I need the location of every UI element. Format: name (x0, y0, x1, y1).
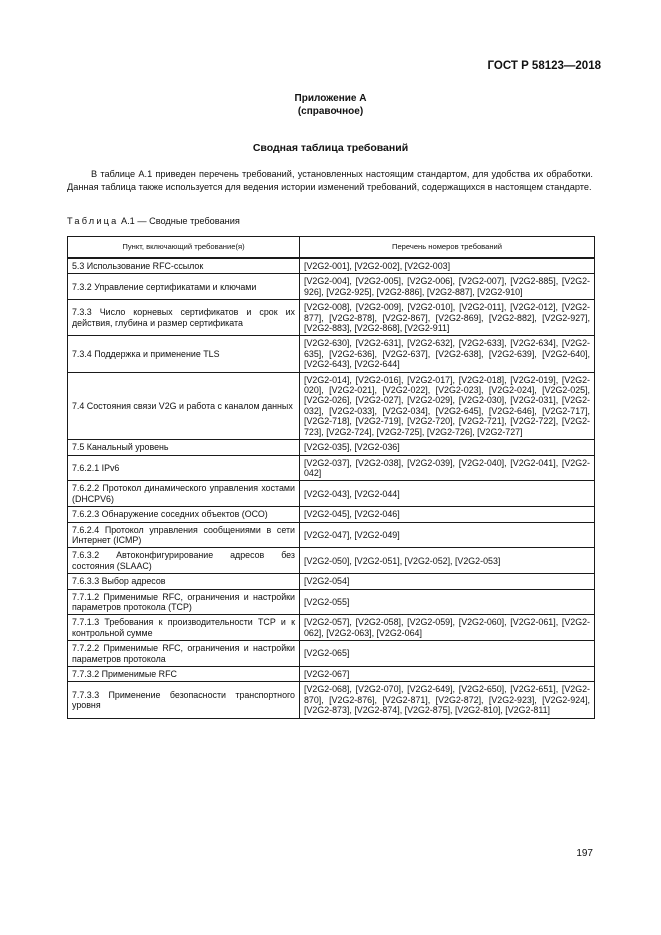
table-row (68, 682, 595, 718)
row-point: 7.6.2.2 Протокол динамического управления хостами (DHCPV6) (68, 481, 300, 507)
row-requirements: [V2G2-054] (300, 574, 595, 589)
row-point: 7.5 Канальный уровень (68, 440, 300, 455)
row-point: 7.4 Состояния связи V2G и работа с каналом данных (68, 372, 300, 439)
table-row (68, 548, 595, 574)
row-requirements: [V2G2-045], [V2G2-046] (300, 507, 595, 522)
table-row (68, 507, 595, 522)
row-point: 7.7.1.3 Требования к производительности TCP и к контрольной сумме (68, 615, 300, 641)
annex-note: (справочное) (297, 106, 364, 117)
document-title: Сводная таблица требований (252, 142, 409, 154)
table-row (68, 258, 595, 274)
intro-paragraph: В таблице А.1 приведен перечень требований, установленных настоящим стандартом, для удобства их обработки. Данная таблица также используется для ведения истории изменений требований, содержащихся в настоящем стандарте. (67, 169, 593, 192)
row-point: 7.3.3 Число корневых сертификатов и срок их действия, глубина и размер сертификата (68, 300, 300, 336)
table-row (68, 589, 595, 615)
row-requirements: [V2G2-067] (300, 667, 595, 682)
row-requirements: [V2G2-004], [V2G2-005], [V2G2-006], [V2G2-007], [V2G2-885], [V2G2-926], [V2G2-925], [V2G2-886], [V2G2-887], [V2G2-910] (300, 274, 595, 300)
table-row (68, 274, 595, 300)
table-row (68, 481, 595, 507)
row-point: 7.6.2.1 IPv6 (68, 455, 300, 481)
row-requirements: [V2G2-014], [V2G2-016], [V2G2-017], [V2G2-018], [V2G2-019], [V2G2-020], [V2G2-021], [V2G2-022], [V2G2-023], [V2G2-024], [V2G2-025], [V2G2-026], [V2G2-027], [V2G2-029], [V2G2-030], [V2G2-031], [V2G2-032], [V2G2-033], [V2G2-034], [V2G2-645], [V2G2-646], [V2G2-717], [V2G2-718], [V2G2-719], [V2G2-720], [V2G2-721], [V2G2-722], [V2G2-723], [V2G2-724], [V2G2-725], [V2G2-726], [V2G2-727] (300, 372, 595, 439)
table-row (68, 641, 595, 667)
row-point: 7.6.2.3 Обнаружение соседних объектов (ОСО) (68, 507, 300, 522)
table-row (68, 667, 595, 682)
row-requirements: [V2G2-047], [V2G2-049] (300, 522, 595, 548)
row-point: 7.6.3.2 Автоконфигурирование адресов без состояния (SLAAC) (68, 548, 300, 574)
table-header-row (68, 237, 595, 259)
row-point: 7.7.2.2 Применимые RFC, ограничения и настройки параметров протокола (68, 641, 300, 667)
row-point: 7.3.2 Управление сертификатами и ключами (68, 274, 300, 300)
header-requirements: Перечень номеров требований (300, 237, 595, 259)
row-requirements: [V2G2-050], [V2G2-051], [V2G2-052], [V2G2-053] (300, 548, 595, 574)
row-point: 7.7.3.2 Применимые RFC (68, 667, 300, 682)
annex-title: Приложение А (294, 93, 367, 104)
row-point: 7.6.3.3 Выбор адресов (68, 574, 300, 589)
table-body (68, 258, 595, 718)
row-requirements: [V2G2-037], [V2G2-038], [V2G2-039], [V2G2-040], [V2G2-041], [V2G2-042] (300, 455, 595, 481)
row-point: 7.7.3.3 Применение безопасности транспортного уровня (68, 682, 300, 718)
row-requirements: [V2G2-001], [V2G2-002], [V2G2-003] (300, 258, 595, 274)
row-point: 7.3.4 Поддержка и применение TLS (68, 336, 300, 372)
row-point: 7.7.1.2 Применимые RFC, ограничения и настройки параметров протокола (TCP) (68, 589, 300, 615)
row-requirements: [V2G2-035], [V2G2-036] (300, 440, 595, 455)
requirements-table (67, 236, 595, 719)
table-caption (67, 216, 240, 226)
row-requirements: [V2G2-055] (300, 589, 595, 615)
header-point: Пункт, включающий требование(я) (68, 237, 300, 259)
row-requirements: [V2G2-008], [V2G2-009], [V2G2-010], [V2G2-011], [V2G2-012], [V2G2-877], [V2G2-878], [V2G2-867], [V2G2-869], [V2G2-882], [V2G2-927], [V2G2-883], [V2G2-868], [V2G2-911] (300, 300, 595, 336)
table-row (68, 574, 595, 589)
table-row (68, 440, 595, 455)
table-row (68, 615, 595, 641)
row-point: 5.3 Использование RFC-ссылок (68, 258, 300, 274)
table-row (68, 455, 595, 481)
row-requirements: [V2G2-065] (300, 641, 595, 667)
row-requirements: [V2G2-630], [V2G2-631], [V2G2-632], [V2G2-633], [V2G2-634], [V2G2-635], [V2G2-636], [V2G2-637], [V2G2-638], [V2G2-639], [V2G2-640], [V2G2-643], [V2G2-644] (300, 336, 595, 372)
table-row (68, 300, 595, 336)
row-point: 7.6.2.4 Протокол управления сообщениями в сети Интернет (ICMP) (68, 522, 300, 548)
annex-heading (0, 92, 661, 118)
page-number: 197 (576, 848, 593, 859)
table-row (68, 372, 595, 439)
standard-code: ГОСТ Р 58123—2018 (487, 60, 601, 72)
row-requirements: [V2G2-043], [V2G2-044] (300, 481, 595, 507)
table-row (68, 336, 595, 372)
table-caption-text: А.1 — Сводные требования (118, 216, 240, 226)
row-requirements: [V2G2-057], [V2G2-058], [V2G2-059], [V2G2-060], [V2G2-061], [V2G2-062], [V2G2-063], [V2G2-064] (300, 615, 595, 641)
row-requirements: [V2G2-068], [V2G2-070], [V2G2-649], [V2G2-650], [V2G2-651], [V2G2-870], [V2G2-876], [V2G2-871], [V2G2-872], [V2G2-923], [V2G2-924], [V2G2-873], [V2G2-874], [V2G2-875], [V2G2-810], [V2G2-811] (300, 682, 595, 718)
table-row (68, 522, 595, 548)
table-caption-label: Таблица (67, 216, 119, 226)
